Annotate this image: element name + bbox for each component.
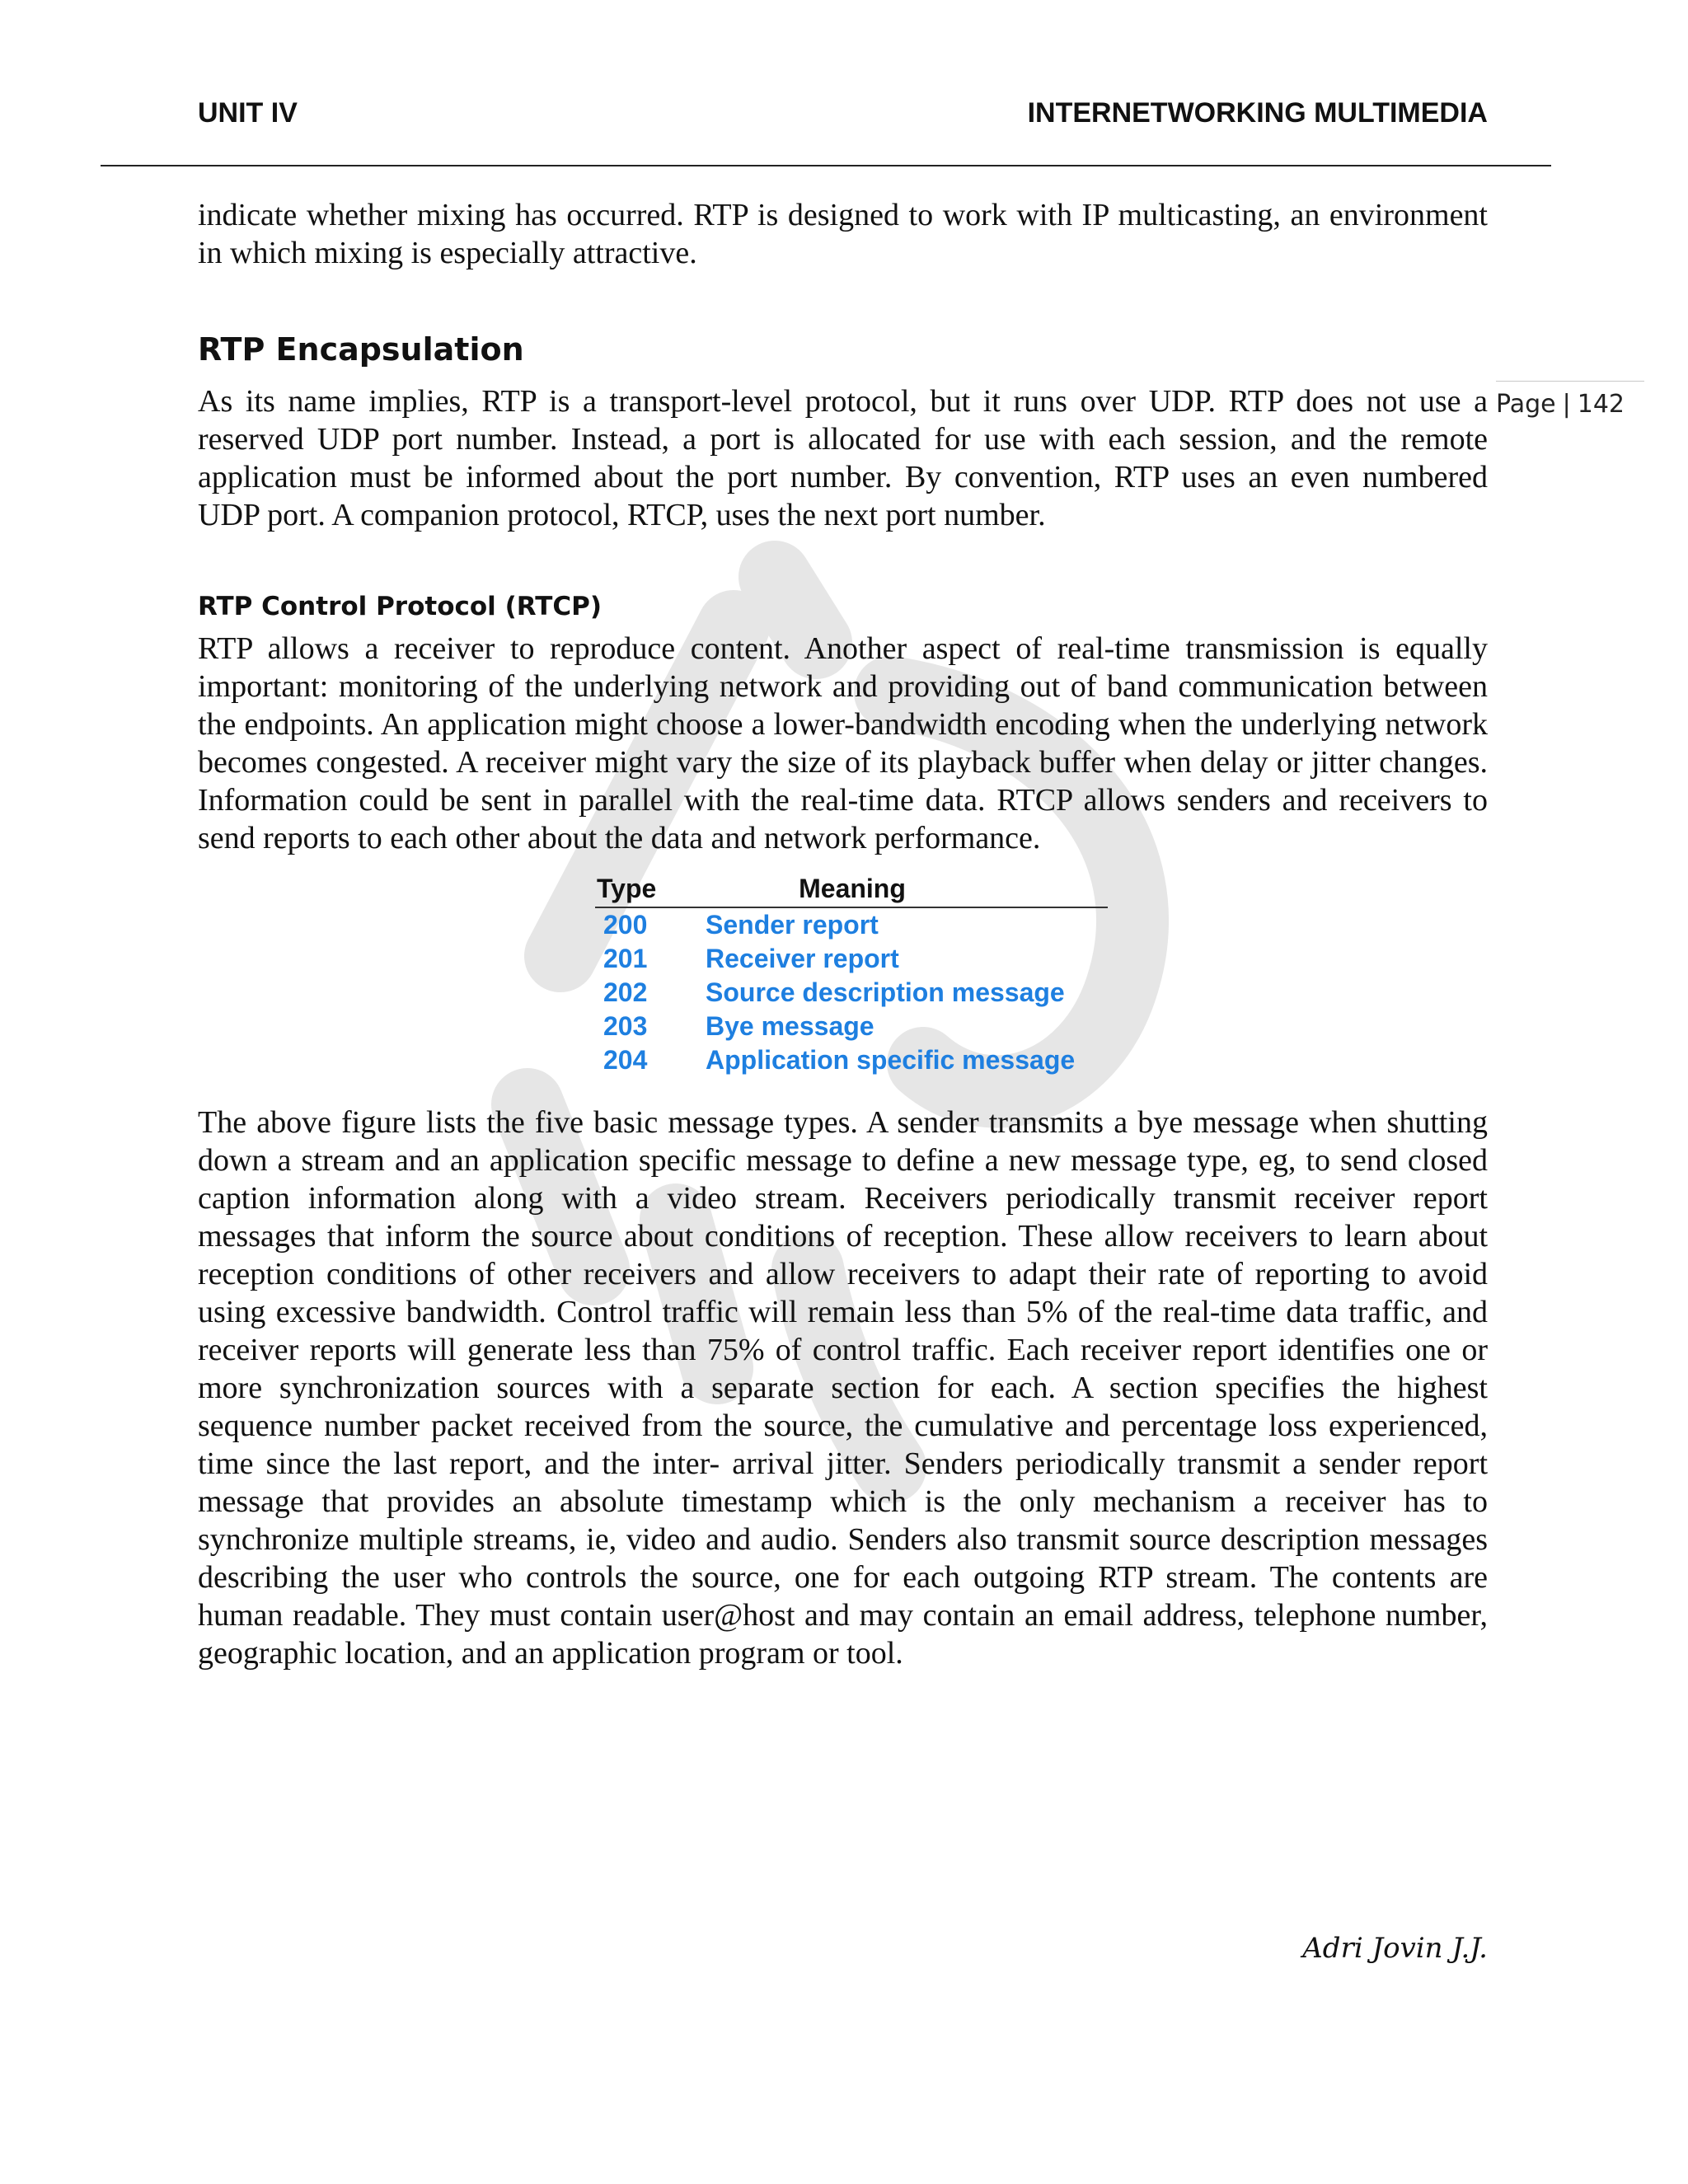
author-signature: Adri Jovin J.J. <box>1302 1932 1488 1965</box>
table-row <box>595 1010 1108 1043</box>
type-meaning: Application specific message <box>706 1045 1076 1075</box>
table-row <box>595 976 1108 1010</box>
type-code: 202 <box>603 977 648 1007</box>
type-meaning: Source description message <box>706 977 1065 1007</box>
type-code: 201 <box>603 944 648 973</box>
table-row <box>595 1043 1108 1077</box>
column-header-meaning: Meaning <box>799 874 906 903</box>
rtcp-paragraph: RTP allows a receiver to reproduce content. Another aspect of real-time transmission is equally important: monitoring of the underlying network and providing out of band communication between the endpoints. An application might choose a lower-bandwidth encoding when the underlying network becomes congested. A receiver might vary the size of its playback buffer when delay or jitter changes. Information could be sent in parallel with the real-time data. RTCP allows senders and receivers to send reports to each other about the data and network performance. <box>198 631 1488 855</box>
header-title: INTERNETWORKING MULTIMEDIA <box>1027 97 1488 129</box>
type-code: 204 <box>603 1045 648 1075</box>
column-header-type: Type <box>597 874 657 903</box>
page-number-tag <box>1496 381 1644 419</box>
heading-rtp-encapsulation: RTP Encapsulation <box>198 331 524 368</box>
rtcp-message-type-table <box>595 872 1108 1077</box>
type-code: 203 <box>603 1011 648 1041</box>
header-divider <box>101 165 1551 166</box>
table-header <box>595 872 1108 908</box>
type-meaning: Sender report <box>706 910 879 940</box>
type-meaning: Receiver report <box>706 944 899 973</box>
page-header <box>198 97 1488 138</box>
page-separator: | <box>1562 390 1571 419</box>
type-meaning: Bye message <box>706 1011 874 1041</box>
page-label: Page <box>1496 390 1556 419</box>
heading-rtcp: RTP Control Protocol (RTCP) <box>198 592 603 621</box>
unit-label: UNIT IV <box>198 97 298 129</box>
table-row <box>595 908 1108 942</box>
page-number: 142 <box>1577 390 1625 419</box>
message-types-paragraph: The above figure lists the five basic message types. A sender transmits a bye message when shutting down a stream and an application specific message to define a new message type, eg, to send closed caption information along with a video stream. Receivers periodically transmit receiver report messages that inform the source about conditions of reception. These allow receivers to learn about reception conditions of other receivers and allow receivers to adapt their rate of reporting to avoid using excessive bandwidth. Control traffic will remain less than 5% of the real-time data traffic, and receiver reports will generate less than 75% of control traffic. Each receiver report identifies one or more synchronization sources with a separate section for each. A section specifies the highest sequence number packet received from the source, the cumulative and percentage loss experienced, time since the last report, and the inter- arrival jitter. Senders periodically transmit a sender report message that provides an absolute timestamp which is the only mechanism a receiver has to synchronize multiple streams, ie, video and audio. Senders also transmit source description messages describing the user who controls the source, one for each outgoing RTP stream. The contents are human readable. They must contain user@host and may contain an email address, telephone number, geographic location, and an application program or tool. <box>198 1105 1488 1671</box>
page-body <box>198 196 1488 1672</box>
encapsulation-paragraph: As its name implies, RTP is a transport-level protocol, but it runs over UDP. RTP does not use a reserved UDP port number. Instead, a port is allocated for use with each session, and the remote application must be informed about the port number. By convention, RTP uses an even numbered UDP port. A companion protocol, RTCP, uses the next port number. <box>198 384 1488 532</box>
type-code: 200 <box>603 910 648 940</box>
table-row <box>595 942 1108 976</box>
intro-paragraph: indicate whether mixing has occurred. RTP is designed to work with IP multicasting, an environment in which mixing is especially attractive. <box>198 198 1488 270</box>
